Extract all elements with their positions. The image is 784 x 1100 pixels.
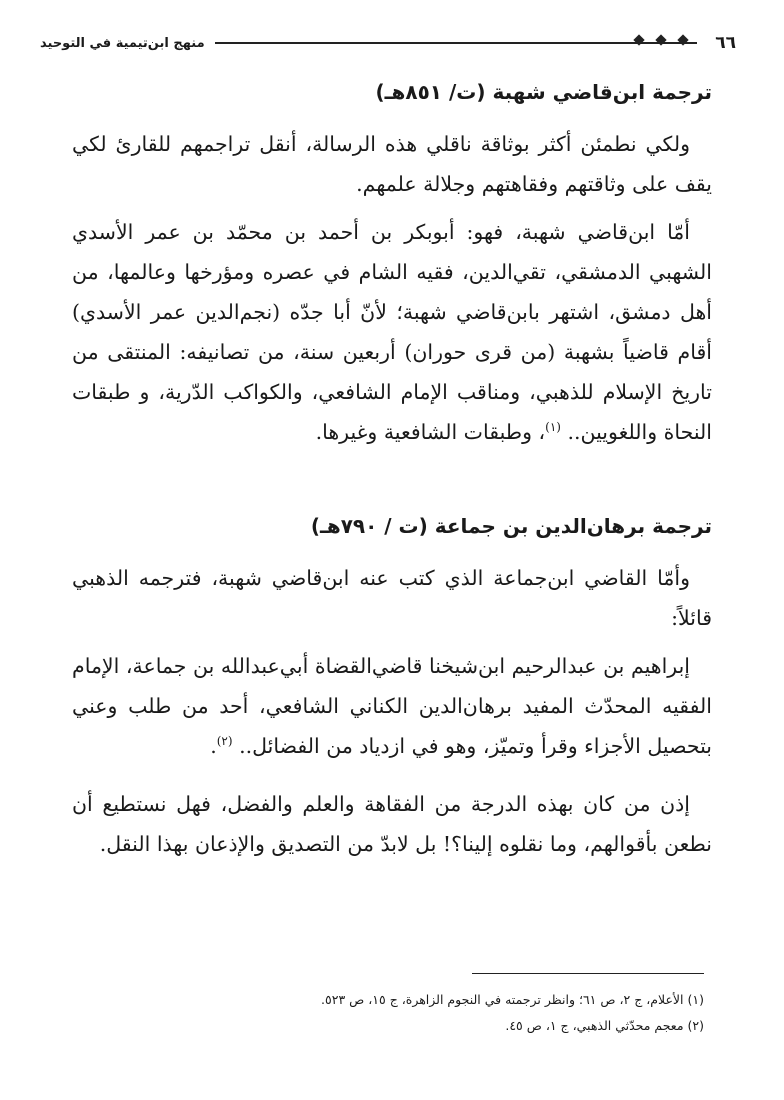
diamond-ornament-icon — [678, 34, 689, 45]
header-diamonds — [635, 36, 687, 44]
footnote-reference-2[interactable]: (٢) — [216, 734, 233, 749]
paragraph-ibn-jamaa-quote — [72, 646, 712, 766]
diamond-ornament-icon — [656, 34, 667, 45]
footnote-2: (٢) معجم محدّثي الذهبي، ج ١، ص ٤٥. — [505, 1018, 704, 1033]
header-rule-line — [215, 42, 698, 44]
paragraph-conclusion: إذن من كان بهذه الدرجة من الفقاهة والعلم والفضل، فهل نستطيع أن نطعن بأقوالهم، وما نقلوه إلينا؟! بل لابدّ من التصديق والإذعان بهذا النقل. — [72, 792, 712, 856]
section-heading-ibn-jamaa: ترجمة برهان‌الدين بن جماعة (ت / ٧٩٠هـ) — [310, 514, 712, 538]
paragraph-ibn-qadi-biography — [72, 212, 712, 452]
paragraph-ibn-jamaa-intro: وأمّا القاضي ابن‌جماعة الذي كتب عنه ابن‌قاضي شهبة، فترجمه الذهبي قائلاً: — [72, 566, 712, 630]
biography-text: أمّا ابن‌قاضي شهبة، فهو: أبوبكر بن أحمد بن محمّد بن عمر الأسدي الشهبي الدمشقي، تقي‌الدين، فقيه الشام في عصره ومؤرخها وعالمها، من أهل دمشق، اشتهر بابن‌قاضي شهبة؛ لأنّ أبا جدّه (نجم‌الدين عمر الأسدي) أقام قاضياً بشهبة (من قرى حوران) أربعين سنة، من تصانيفه: المنتقى من تاريخ الإسلام للذهبي، ومناقب الإمام الشافعي، والكواكب الدّرية، و طبقات النحاة واللغويين.. — [72, 220, 712, 444]
running-book-title: منهج ابن‌تيمية في التوحيد — [40, 35, 205, 51]
paragraph-intro: ولكي نطمئن أكثر بوثاقة ناقلي هذه الرسالة، أنقل تراجمهم للقارئ لكي يقف على وثاقتهم وفقاهتهم وجلالة علمهم. — [72, 132, 712, 196]
footnote-reference-1[interactable]: (١) — [545, 420, 561, 435]
section-heading-ibn-qadi-shuhba: ترجمة ابن‌قاضي شهبة (ت/ ٨٥١هـ) — [375, 80, 712, 104]
page-number: ٦٦ — [715, 33, 736, 53]
footnote-1: (١) الأعلام، ج ٢، ص ٦١؛ وانظر ترجمته في النجوم الزاهرة، ج ١٥، ص ٥٢٣. — [321, 992, 704, 1007]
header-ornament-rule — [215, 37, 698, 49]
quote-text-end: . — [210, 734, 217, 758]
quote-text: إبراهيم بن عبدالرحيم ابن‌شيخنا قاضي‌القضاة أبي‌عبدالله بن جماعة، الإمام الفقيه المحدّث المفيد برهان‌الدين الكناني الشافعي، أحد من طلب وعني بتحصيل الأجزاء وقرأ وتميّز، وهو في ازدياد من الفضائل.. — [72, 654, 712, 758]
footnote-separator — [472, 973, 704, 974]
diamond-ornament-icon — [634, 34, 645, 45]
biography-text-end: ، وطبقات الشافعية وغيرها. — [315, 420, 546, 444]
page-header — [40, 30, 736, 56]
